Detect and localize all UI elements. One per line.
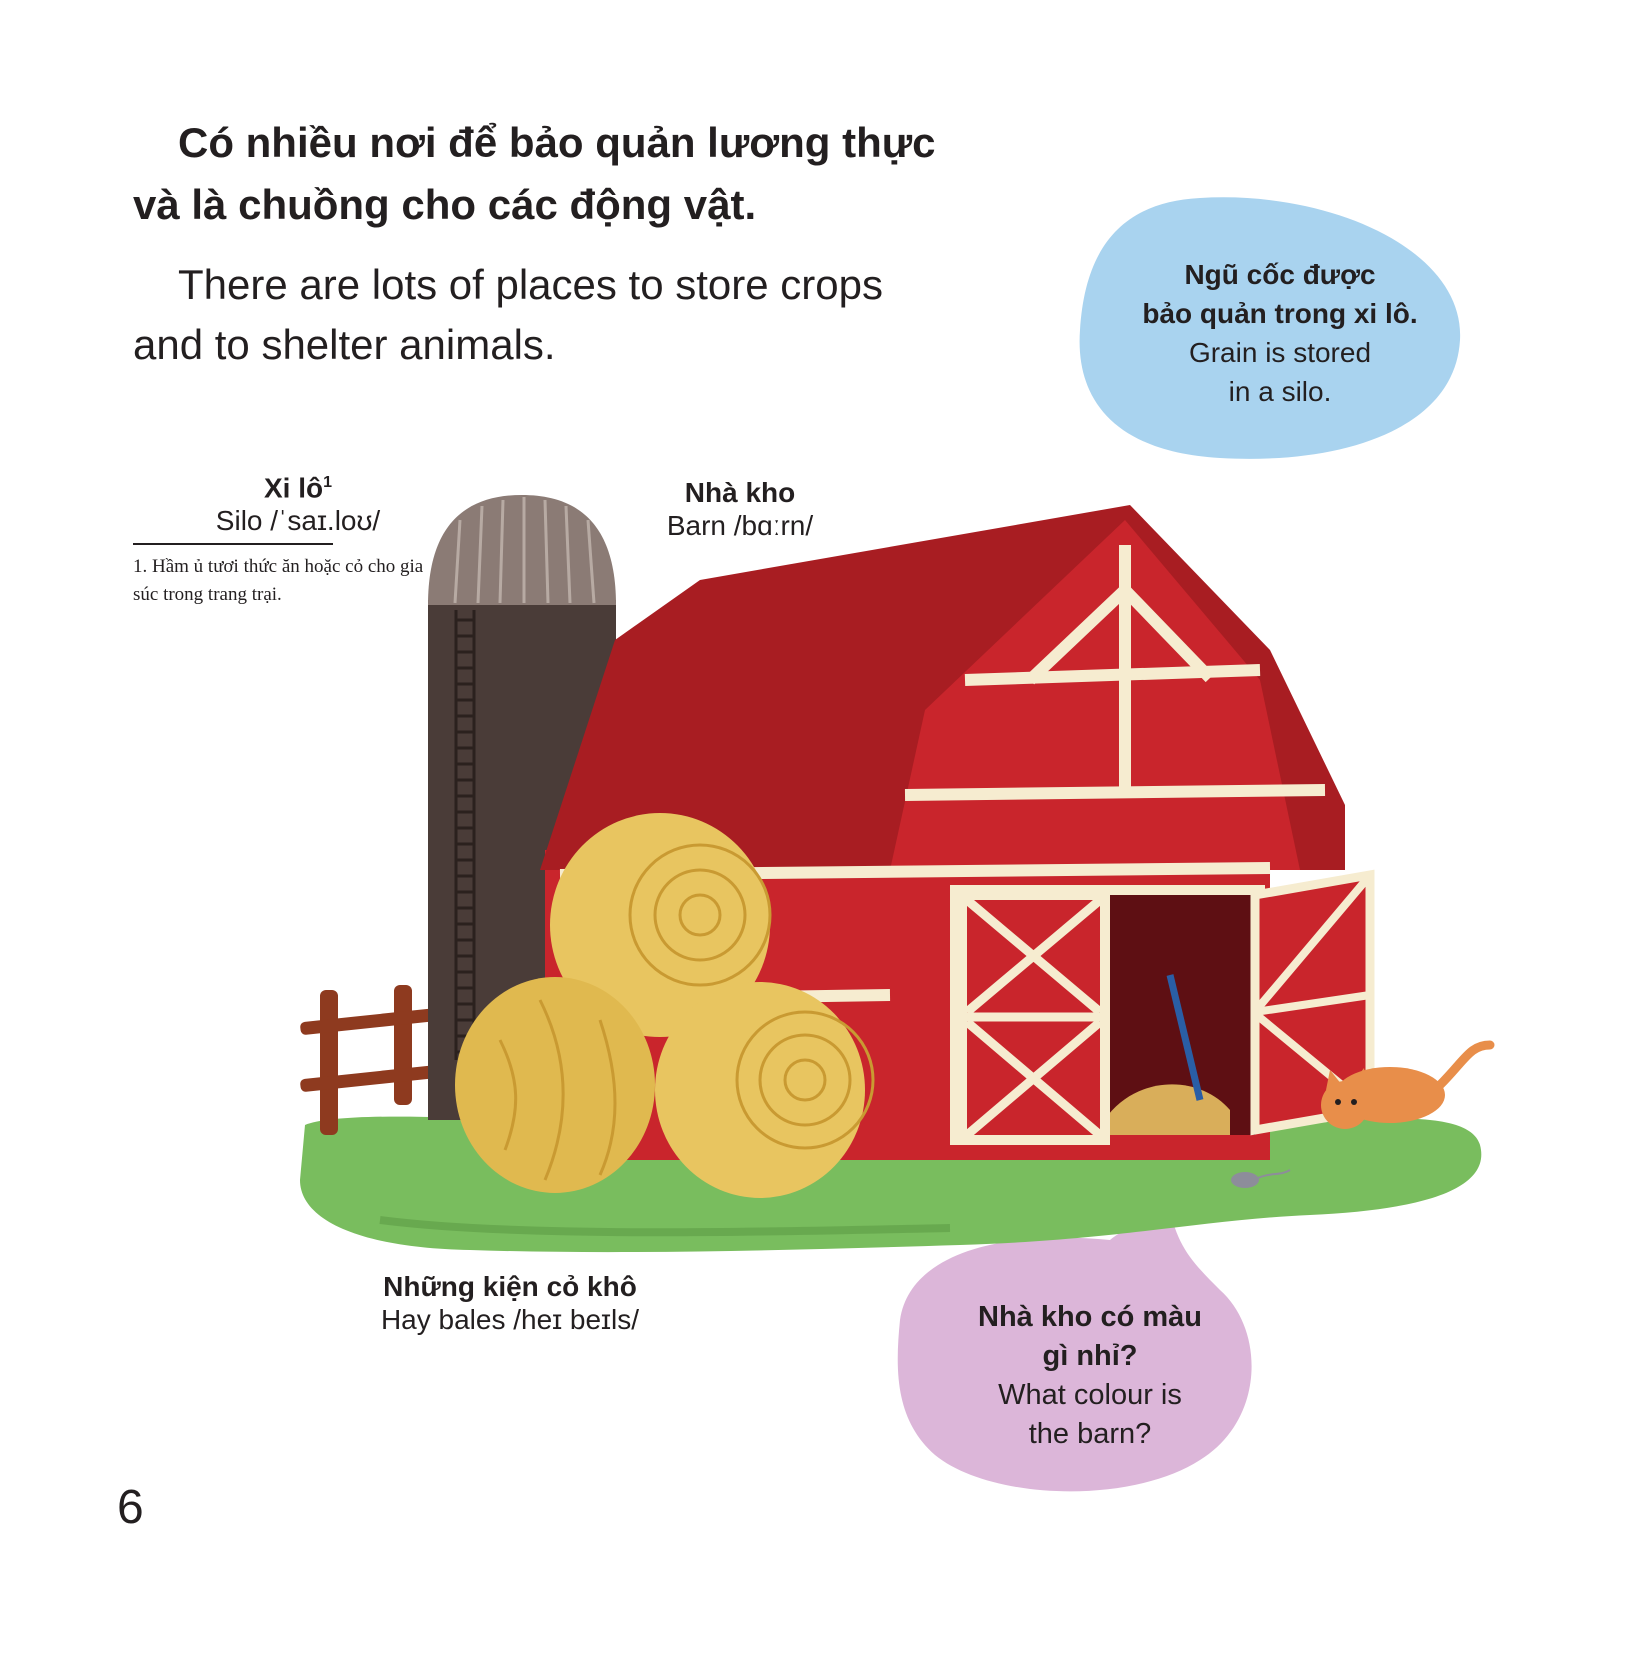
silo-label-vi xyxy=(163,466,433,504)
pink-bubble-text xyxy=(950,1298,1230,1454)
barn-label xyxy=(620,476,860,542)
hay-label-en: Hay bales /heɪ beɪls/ xyxy=(380,1304,640,1335)
silo-footnote-mark: 1 xyxy=(323,474,333,491)
heading-en-line-2: and to shelter animals. xyxy=(133,321,556,368)
hay-bales-label xyxy=(340,1270,680,1336)
heading-vi-line-1: Có nhiều nơi để bảo quản lương thực xyxy=(178,119,936,166)
heading-english xyxy=(133,255,1033,375)
pink-bubble-vi-2: gì nhỉ? xyxy=(1042,1340,1138,1372)
heading-en-line-1: There are lots of places to store crops xyxy=(178,261,883,308)
pink-bubble-vi-1: Nhà kho có màu xyxy=(978,1301,1202,1333)
blue-bubble-vi-1: Ngũ cốc được xyxy=(1184,259,1376,290)
silo-footnote: 1. Hầm ủ tươi thức ăn hoặc cỏ cho gia súc trong trang trại. xyxy=(133,556,424,605)
silo-label xyxy=(163,466,433,537)
page-number: 6 xyxy=(117,1481,144,1534)
silo-label-vi-text: Xi lô xyxy=(263,472,324,504)
barn-label-en: Barn /bɑːrn/ xyxy=(666,510,814,541)
blue-bubble-vi-2: bảo quản trong xi lô. xyxy=(1142,298,1418,329)
pink-bubble-en-2: the barn? xyxy=(1028,1418,1152,1450)
blue-bubble-en-2: in a silo. xyxy=(1228,376,1332,407)
hay-label-vi: Những kiện cỏ khô xyxy=(383,1271,637,1302)
silo-label-en: Silo /ˈsaɪ.loʊ/ xyxy=(215,505,381,537)
pink-bubble-en-1: What colour is xyxy=(998,1379,1182,1411)
heading-vietnamese xyxy=(133,112,1033,236)
fence xyxy=(300,985,441,1135)
barn-label-vi: Nhà kho xyxy=(684,477,796,508)
blue-bubble-en-1: Grain is stored xyxy=(1188,337,1372,368)
blue-bubble-text xyxy=(1120,255,1440,411)
footnote-rule xyxy=(133,543,333,545)
heading-vi-line-2: và là chuồng cho các động vật. xyxy=(133,181,757,228)
